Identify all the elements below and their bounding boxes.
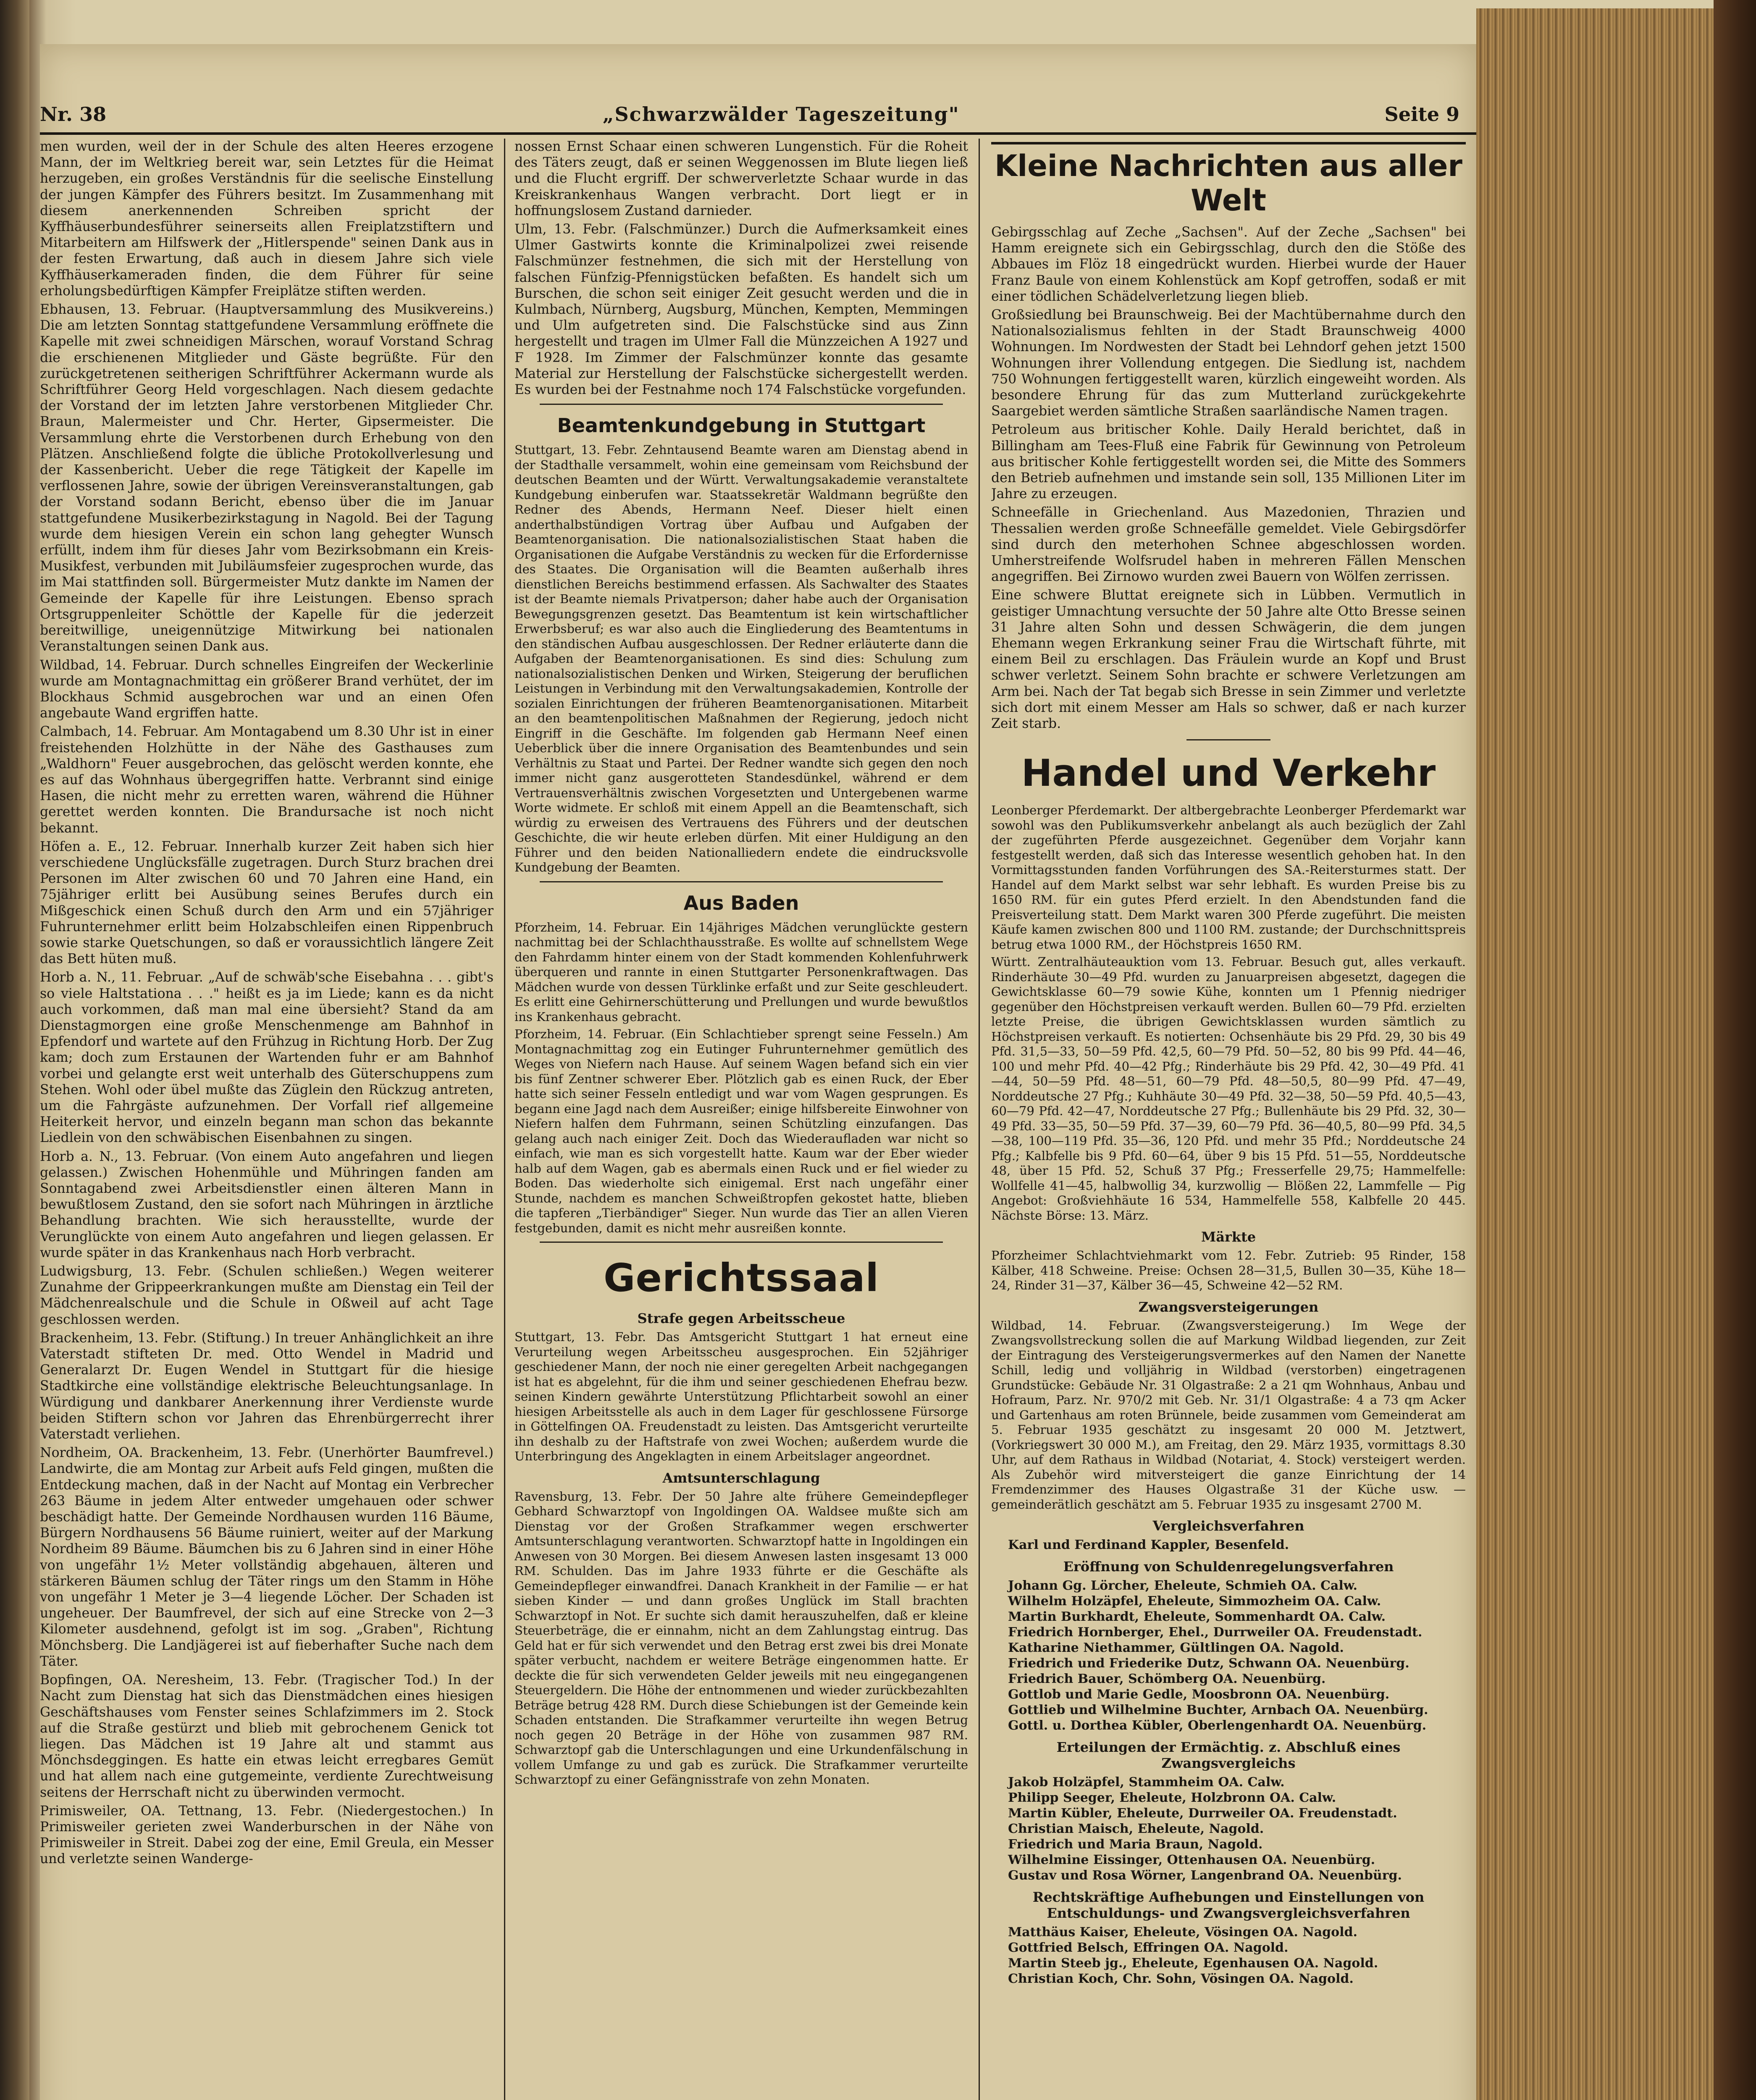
section-rule	[540, 1242, 943, 1243]
list-item: Gustav und Rosa Wörner, Langenbrand OA. Neuenbürg.	[1008, 1868, 1402, 1883]
subheading: Rechtskräftige Aufhebungen und Einstellungen von Entschuldungs- und Zwangsvergleichsverfahren	[1032, 1889, 1425, 1922]
list-item: Gottlob und Marie Gedle, Moosbronn OA. Neuenbürg.	[1008, 1687, 1390, 1702]
section-heading-gerichtssaal: Gerichtssaal	[603, 1255, 879, 1301]
list-item: Wilhelm Holzäpfel, Eheleute, Simmozheim OA. Calw.	[1008, 1594, 1381, 1609]
subheading: Vergleichsverfahren	[1152, 1518, 1305, 1534]
article-paragraph: Gebirgsschlag auf Zeche „Sachsen". Auf der Zeche „Sachsen" bei Hamm ereignete sich ein Gebirgsschlag, durch den die Stöße des Abbaues im Flöz 18 eingedrückt wurden. Hierbei wurde der Hauer Franz Baule von einem Kohlenstück am Kopf getroffen, sodaß er mit einer tödlichen Schädelverletzung liegen blieb.	[991, 225, 1466, 304]
article-paragraph: Brackenheim, 13. Febr. (Stiftung.) In treuer Anhänglichkeit an ihre Vaterstadt stifteten Dr. med. Otto Wendel in Madrid und Generalarzt Dr. Eugen Wendel in Stuttgart für die hiesige Stadtkirche eine vollständige elektrische Beleuchtungsanlage. In Würdigung und dankbarer Anerkennung ihrer Verdienste wurde beiden Stiftern schon vor Jahren das Ehrenbürgerrecht ihrer Vaterstadt verliehen.	[40, 1330, 493, 1442]
list-item: Wilhelmine Eissinger, Ottenhausen OA. Neuenbürg.	[1008, 1853, 1375, 1868]
list-item: Gottl. u. Dorthea Kübler, Oberlengenhardt OA. Neuenbürg.	[1008, 1718, 1427, 1733]
article-paragraph: nossen Ernst Schaar einen schweren Lungenstich. Für die Roheit des Täters zeugt, daß er seinen Weggenossen im Blute liegen ließ und die Flucht ergriff. Der schwerverletzte Schaar wurde in das Kreiskrankenhaus Wangen verbracht. Dort liegt er in hoffnungslosem Zustand darnieder.	[514, 139, 968, 218]
list-item: Martin Steeb jg., Eheleute, Egenhausen OA. Nagold.	[1008, 1956, 1378, 1971]
article-paragraph: Ulm, 13. Febr. (Falschmünzer.) Durch die Aufmerksamkeit eines Ulmer Gastwirts konnte die Kriminalpolizei zwei reisende Falschmünzer festnehmen, die sich mit der Herstellung von falschen Fünfzig-Pfennigstücken befaßten. Es handelt sich um Burschen, die schon seit einiger Zeit gesucht werden und die in Kulmbach, Nürnberg, Augsburg, München, Kempten, Memmingen und Ulm aufgetreten sind. Die Falschstücke sind aus Zinn hergestellt und tragen im Ulmer Fall die Münzzeichen A 1927 und F 1928. Im Zimmer der Falschmünzer konnte das gesamte Material zur Herstellung der Falschstücke sichergestellt werden. Es wurden bei der Festnahme noch 174 Falschstücke vorgefunden.	[514, 222, 968, 398]
subheading: Strafe gegen Arbeitsscheue	[637, 1310, 845, 1327]
article-paragraph: Calmbach, 14. Februar. Am Montagabend um 8.30 Uhr ist in einer freistehenden Holzhütte in der Nähe des Gasthauses zum „Waldhorn" Feuer ausgebrochen, das gelöscht werden konnte, ehe es auf das Wohnhaus übergegriffen hatte. Verbrannt sind einige Hasen, die nicht mehr zu erretten waren, während die Hühner gerettet werden konnten. Die Brandursache ist noch nicht bekannt.	[40, 724, 493, 836]
section-heading-aus-baden: Aus Baden	[683, 891, 799, 914]
column-divider	[504, 139, 505, 2100]
article-paragraph: Pforzheim, 14. Februar. (Ein Schlachtieber sprengt seine Fesseln.) Am Montagnachmittag zog ein Eutinger Fuhrunternehmer gemütlich des Weges von Niefern nach Hause. Auf seinem Wagen befand sich ein vier bis fünf Zentner schwerer Eber. Plötzlich gab es einen Ruck, der Eber hatte sich seiner Fesseln entledigt und war vom Wagen gesprungen. Es begann eine Jagd nach dem Ausreißer; einige hilfsbereite Einwohner von Niefern halfen dem Fuhrmann, seinen Schützling einzufangen. Das gelang auch nach einiger Zeit. Doch das Wiederaufladen war nicht so einfach, wie man es sich vorgestellt hatte. Kaum war der Eber wieder halb auf dem Wagen, gab es abermals einen Ruck und er fiel wieder zu Boden. Das wiederholte sich einigemal. Erst nach ungefähr einer Stunde, nachdem es manchen Schweißtropfen gekostet hatte, blieben die tapferen „Tierbändiger" Sieger. Nun wurde das Tier an allen Vieren festgebunden, damit es nicht mehr ausreißen konnte.	[514, 1027, 968, 1235]
newspaper-title: „Schwarzwälder Tageszeitung"	[603, 103, 960, 126]
section-rule	[540, 404, 943, 405]
article-paragraph: Wildbad, 14. Februar. (Zwangsversteigerung.) Im Wege der Zwangsvollstreckung sollen die auf Markung Wildbad liegenden, zur Zeit der Eintragung des Versteigerungsvermerkes auf den Namen der Nanette Schill, ledig und volljährig in Wildbad (verstorben) eingetragenen Grundstücke: Gebäude Nr. 31 Olgastraße: 2 a 21 qm Wohnhaus, Anbau und Hofraum, Parz. Nr. 970/2 mit Geb. Nr. 31/1 Olgastraße: 4 a 73 qm Acker und Gartenhaus am roten Brünnele, beide zusammen vom Gemeinderat am 5. Februar 1935 geschätzt zu insgesamt 20 000 M. Jetztwert, (Vorkriegswert 30 000 M.), am Freitag, den 29. März 1935, vormittags 8.30 Uhr, auf dem Rathaus in Wildbad (Notariat, 4. Stock) versteigert werden. Als Zubehör wird mitversteigert die ganze Einrichtung der 14 Fremdenzimmer des Hauses Olgastraße 31 der Küche usw. — gemeinderätlich geschätzt am 5. Februar 1935 zu insgesamt 2700 M.	[991, 1318, 1466, 1512]
name-list	[991, 1924, 1466, 1987]
article-paragraph: Großsiedlung bei Braunschweig. Bei der Machtübernahme durch den Nationalsozialismus fehlten in der Stadt Braunschweig 4000 Wohnungen. Im Nordwesten der Stadt bei Lehndorf gehen jetzt 1500 Wohnungen ihrer Vollendung entgegen. Die Siedlung ist, nachdem 750 Wohnungen fertiggestellt waren, kürzlich eingeweiht worden. Als besondere Ehrung für das zum Mutterland zurückgekehrte Saargebiet werden sämtliche Straßen saarländische Namen tragen.	[991, 307, 1466, 419]
list-item: Jakob Holzäpfel, Stammheim OA. Calw.	[1008, 1775, 1285, 1790]
list-item: Christian Koch, Chr. Sohn, Vösingen OA. Nagold.	[1008, 1971, 1354, 1987]
list-item: Friedrich und Maria Braun, Nagold.	[1008, 1837, 1263, 1852]
article-paragraph: Pforzheim, 14. Februar. Ein 14jähriges Mädchen verunglückte gestern nachmittag bei der Schlachthausstraße. Es wollte auf schnellstem Wege den Fahrdamm hinter einem von der Stadt kommenden Kohlenfuhrwerk überqueren und rannte in einen Stuttgarter Personenkraftwagen. Das Mädchen wurde von dessen Türklinke erfaßt und zur Seite geschleudert. Es erlitt eine Gehirnerschütterung und Prellungen und wurde bewußtlos ins Krankenhaus gebracht.	[514, 920, 968, 1024]
article-paragraph: Horb a. N., 13. Februar. (Von einem Auto angefahren und liegen gelassen.) Zwischen Hohenmühle und Mühringen fanden am Sonntagabend zwei Arbeitsdienstler einen älteren Mann in bewußtlosem Zustand, den sie sofort nach Mühringen in ärztliche Behandlung brachten. Wie sich herausstellte, wurde der Verunglückte von einem Auto angefahren und liegen gelassen. Er wurde später in das Krankenhaus nach Horb verbracht.	[40, 1149, 493, 1260]
article-paragraph: Stuttgart, 13. Febr. Das Amtsgericht Stuttgart 1 hat erneut eine Verurteilung wegen Arbeitsscheu ausgesprochen. Ein 52jähriger geschiedener Mann, der noch nie einer geregelten Arbeit nachgegangen ist hat es abgelehnt, für die ihm und seiner geschiedenen Ehefrau bezw. seinen Kindern gewährte Unterstützung Pflichtarbeit sowohl an einer hiesigen Arbeitsstelle als auch in dem Lager für geschlossene Fürsorge in Göttelfingen OA. Freudenstadt zu leisten. Das Amtsgericht verurteilte ihn deshalb zu der Haftstrafe von zwei Wochen; außerdem wurde die Unterbringung des Angeklagten in einem Arbeitslager angeordnet.	[514, 1330, 968, 1464]
book-gutter	[0, 0, 29, 2100]
page-number: Seite 9	[1384, 103, 1459, 126]
list-item: Philipp Seeger, Eheleute, Holzbronn OA. Calw.	[1008, 1790, 1336, 1806]
subheading: Eröffnung von Schuldenregelungsverfahren	[1063, 1559, 1394, 1575]
column-divider	[979, 139, 980, 2100]
article-paragraph: Eine schwere Bluttat ereignete sich in Lübben. Vermutlich in geistiger Umnachtung versuchte der 50 Jahre alte Otto Bresse seinen 31 Jahre alten Sohn und dessen Schwägerin, die dem jungen Ehemann wegen Erkrankung seiner Frau die Wirtschaft führte, mit einem Beil zu erschlagen. Das Fräulein wurde an Kopf und Brust schwer verletzt. Seinem Sohn brachte er schwere Verletzungen am Arm bei. Nach der Tat begab sich Bresse in sein Zimmer und verletzte sich dort mit einem Messer am Hals so schwer, daß er nach kurzer Zeit starb.	[991, 588, 1466, 732]
article-paragraph: Württ. Zentralhäuteauktion vom 13. Februar. Besuch gut, alles verkauft. Rinderhäute 30—49 Pfd. wurden zu Januarpreisen abgesetzt, dagegen die Gewichtsklasse 60—79 sowie Kühe, konnten um 1 Pfennig niedriger gegenüber den Höchstpreisen verkauft werden. Bullen 60—79 Pfd. erzielten letzte Preise, die übrigen Gewichtsklassen wurden sämtlich zu Höchstpreisen verkauft. Es notierten: Ochsenhäute bis 29 Pfd. 29, 30 bis 49 Pfd. 31,5—33, 50—59 Pfd. 42,5, 60—79 Pfd. 50—52, 80 bis 99 Pfd. 44—46, 100 und mehr Pfd. 40—42 Pfg.; Rinderhäute bis 29 Pfd. 42, 30—49 Pfd. 41—44, 50—59 Pfd. 48—51, 60—79 Pfd. 48—50,5, 80—99 Pfd. 47—49, Norddeutsche 27 Pfg.; Kuhhäute 30—49 Pfd. 32—38, 50—59 Pfd. 40,5—43, 60—79 Pfd. 42—47, Norddeutsche 27 Pfg.; Bullenhäute bis 29 Pfd. 32, 30—49 Pfd. 33—35, 50—59 Pfd. 37—39, 60—79 Pfd. 36—40,5, 80—99 Pfd. 34,5—38, 100—119 Pfd. 35—36, 120 Pfd. und mehr 35 Pfd.; Norddeutsche 24 Pfg.; Kalbfelle bis 9 Pfd. 60—64, über 9 bis 15 Pfd. 51—55, Norddeutsche 48, über 15 Pfd. 52, Schuß 37 Pfg.; Fresserfelle 29,75; Hammelfelle: Wollfelle 41—45, halbwollig 34, kurzwollig — Blößen 22, Lammfelle — Pig Angebot: Großviehhäute 16 534, Hammelfelle 558, Kalbfelle 20 445. Nächste Börse: 13. März.	[991, 955, 1466, 1223]
column-2	[514, 139, 968, 2100]
article-paragraph: Ebhausen, 13. Februar. (Hauptversammlung des Musikvereins.) Die am letzten Sonntag stattgefundene Versammlung eröffnete die Kapelle mit zwei schneidigen Märschen, worauf Vorstand Schrag die erschienenen Mitglieder und Gäste begrüßte. Für den zurückgetretenen seitherigen Schriftführer Ackermann wurde als Schriftführer Georg Held vorgeschlagen. Nach diesem gedachte der Vorstand der im letzten Jahre verstorbenen Mitglieder Chr. Braun, Malermeister und Chr. Herter, Gipsermeister. Die Versammlung ehrte die Verstorbenen durch Erhebung von den Plätzen. Anschließend folgte die übliche Protokollverlesung und der Kassenbericht. Ueber die rege Tätigkeit der Kapelle im verflossenen Jahre, sowie der übrigen Vereinsveranstaltungen, gab der Vorstand sodann Bericht, ebenso über die im Januar stattgefundene Musikerbezirkstagung in Nagold. Bei der Tagung wurde dem hiesigen Verein ein schon lang gehegter Wunsch erfüllt, indem ihm für dieses Jahr vom Bezirksobmann ein Kreis-Musikfest, verbunden mit Jubiläumsfeier zugesprochen wurde, das im Mai stattfinden soll. Bürgermeister Mutz dankte im Namen der Gemeinde der Kapelle für ihre Leistungen. Ebenso sprach Ortsgruppenleiter Schöttle der Kapelle für die jederzeit bereitwillige, uneigennützige Mitwirkung bei nationalen Veranstaltungen seinen Dank aus.	[40, 302, 493, 654]
article-paragraph: Ravensburg, 13. Febr. Der 50 Jahre alte frühere Gemeindepfleger Gebhard Schwarztopf von Ingoldingen OA. Waldsee mußte sich am Dienstag vor der Großen Strafkammer wegen erschwerter Amtsunterschlagung verantworten. Schwarztopf hatte in Ingoldingen ein Anwesen von 30 Morgen. Bei diesem Anwesen lasten insgesamt 13 000 RM. Schulden. Das im Jahre 1933 führte er die Geschäfte als Gemeindepfleger einwandfrei. Danach Krankheit in der Familie — er hat sieben Kinder — und dann großes Unglück im Stall brachten Schwarztopf in Not. Er suchte sich damit herauszuhelfen, daß er kleine Steuerbeträge, die er einnahm, nicht an dem Zahlungstag eintrug. Das Geld hat er für sich verwendet und den Betrag erst zwei bis drei Monate später verbucht, nachdem er weitere Beträge eingenommen hatte. Er deckte die für sich verwendeten Gelder jeweils mit neu eingegangenen Steuergeldern. Die Höhe der entnommenen und wieder zurückbezahlten Beträge betrug 428 RM. Durch diese Schiebungen ist der Gemeinde kein Schaden entstanden. Die Strafkammer verurteilte ihn wegen Betrug noch gegen 20 Beträge in der Höhe von zusammen 987 RM. Schwarztopf gab die Unterschlagungen und eine Urkundenfälschung in vollem Umfange zu und gab es zurück. Die Strafkammer verurteilte Schwarztopf zu einer Gefängnisstrafe von zehn Monaten.	[514, 1489, 968, 1787]
list-item: Matthäus Kaiser, Eheleute, Vösingen OA. Nagold.	[1008, 1925, 1357, 1940]
section-heading-beamtenkundgebung: Beamtenkundgebung in Stuttgart	[557, 414, 926, 437]
list-item: Friedrich und Friederike Dutz, Schwann OA. Neuenbürg.	[1008, 1656, 1410, 1671]
list-item: Katharine Niethammer, Gültlingen OA. Nagold.	[1008, 1641, 1344, 1656]
article-paragraph: Primisweiler, OA. Tettnang, 13. Febr. (Niedergestochen.) In Primisweiler gerieten zwei Wanderburschen in der Nähe von Primisweiler in Streit. Dabei zog der eine, Emil Greula, ein Messer und verletzte seinen Wanderge-	[40, 1803, 493, 1867]
article-paragraph: Horb a. N., 11. Februar. „Auf de schwäb'sche Eisebahna . . . gibt's so viele Haltstationa . . ." heißt es ja im Liede; kann es da nicht auch vorkommen, daß man mal eine übersieht? Stand da am Dienstagmorgen eine große Menschenmenge am Bahnhof in Epfendorf und wartete auf den Frühzug in Richtung Horb. Der Zug kam; doch zum Erstaunen der Wartenden fuhr er am Bahnhof vorbei und gelangte erst weit unterhalb des Güterschuppens zum Stehen. Wohl oder übel mußte das Züglein den Rückzug antreten, um die Fahrgäste aufzunehmen. Der Vorfall rief allgemeine Heiterkeit hervor, und einzeln begann man schon das bekannte Liedlein von den schwäbischen Eisenbahnen zu singen.	[40, 970, 493, 1146]
issue-number: Nr. 38	[40, 103, 107, 126]
article-paragraph: Ludwigsburg, 13. Febr. (Schulen schließen.) Wegen weiterer Zunahme der Grippeerkrankungen mußte am Dienstag ein Teil der Mädchenrealschule und die Schule in Oßweil auf acht Tage geschlossen werden.	[40, 1264, 493, 1327]
column-1	[40, 139, 493, 2100]
newspaper-page	[40, 44, 1476, 2100]
article-paragraph: Petroleum aus britischer Kohle. Daily Herald berichtet, daß in Billingham am Tees-Fluß eine Fabrik für Gewinnung von Petroleum aus britischer Kohle fertiggestellt worden sei, die Mitte des Sommers den Betrieb aufnehmen und imstande sein soll, 135 Millionen Liter im Jahre zu erzeugen.	[991, 422, 1466, 502]
article-paragraph: men wurden, weil der in der Schule des alten Heeres erzogene Mann, der im Weltkrieg bereit war, sein Letztes für die Heimat herzugeben, ein großes Verständnis für die seelische Einstellung der jungen Kämpfer des Führers besitzt. Im Zusammenhang mit diesem anerkennenden Schreiben spricht der Kyffhäuserbundesführer seinerseits allen Freiplatzstiftern und Mitarbeitern am Hilfswerk der „Hitlerspende" seinen Dank aus in der festen Erwartung, daß auch in diesem Jahre sich viele Kyffhäuserkameraden finden, die dem Führer für seine erholungsbedürftigen Kämpfer Freiplätze stiften werden.	[40, 139, 493, 299]
article-paragraph: Höfen a. E., 12. Februar. Innerhalb kurzer Zeit haben sich hier verschiedene Unglücksfälle zugetragen. Durch Sturz brachen drei Personen im Alter zwischen 60 und 70 Jahren eine Hand, ein 75jähriger erlitt bei Ausübung seines Berufes durch ein Mißgeschick einen Schuß durch den Arm und ein 57jähriger Fuhrunternehmer erlitt beim Holzabschleifen einen Rippenbruch sowie starke Quetschungen, so daß er voraussichtlich längere Zeit das Bett hüten muß.	[40, 839, 493, 967]
article-paragraph: Nordheim, OA. Brackenheim, 13. Febr. (Unerhörter Baumfrevel.) Landwirte, die am Montag zur Arbeit aufs Feld gingen, mußten die Entdeckung machen, daß in der Nacht auf Montag ein Verbrecher 263 Bäume in jedem Alter entweder umgehauen oder schwer beschädigt hatte. Der Gemeinde Nordhausen wurden 116 Bäume, Bürgern Nordhausens 56 Bäume ruiniert, weiter auf der Markung Nordheim 89 Bäume. Bäumchen bis zu 6 Jahren sind in einer Höhe von ungefähr 1½ Meter vollständig abgehauen, älteren und stärkeren Bäumen schlug der Täter rings um den Stamm in Höhe von ungefähr 1 Meter je 3—4 liegende Löcher. Der Schaden ist ungeheuer. Der Baumfrevel, der sich auf eine Strecke von 2—3 Kilometer ausdehnend, gefolgt ist im sog. „Graben", Richtung Mönchsberg. Die Landjägerei ist auf fieberhafter Suche nach dem Täter.	[40, 1445, 493, 1669]
list-item: Karl und Ferdinand Kappler, Besenfeld.	[1008, 1538, 1289, 1553]
page-header	[40, 103, 1476, 136]
article-paragraph: Pforzheimer Schlachtviehmarkt vom 12. Febr. Zutrieb: 95 Rinder, 158 Kälber, 418 Schweine. Preise: Ochsen 28—31,5, Bullen 30—35, Kühe 18—24, Rinder 31—37, Kälber 36—45, Schweine 42—52 RM.	[991, 1248, 1466, 1293]
list-item: Gottlieb und Wilhelmine Buchter, Arnbach OA. Neuenbürg.	[1008, 1703, 1428, 1718]
article-paragraph: Wildbad, 14. Februar. Durch schnelles Eingreifen der Weckerlinie wurde am Montagnachmittag ein größerer Brand verhütet, der im Blockhaus Schmid ausgebrochen war und an einen Ofen angebaute Wand ergriffen hatte.	[40, 657, 493, 721]
list-item: Martin Burkhardt, Eheleute, Sommenhardt OA. Calw.	[1008, 1609, 1386, 1625]
list-item: Christian Maisch, Eheleute, Nagold.	[1008, 1822, 1264, 1837]
list-item: Friedrich Bauer, Schömberg OA. Neuenbürg.	[1008, 1672, 1326, 1687]
subheading: Märkte	[1201, 1229, 1256, 1245]
subheading: Amtsunterschlagung	[662, 1470, 820, 1486]
section-heading-handel-und-verkehr: Handel und Verkehr	[1021, 751, 1436, 795]
book-cover	[1714, 0, 1756, 2100]
subheading: Zwangsversteigerungen	[1138, 1299, 1319, 1315]
column-3	[991, 139, 1466, 2100]
section-end-rule	[1186, 739, 1270, 740]
article-paragraph: Bopfingen, OA. Neresheim, 13. Febr. (Tragischer Tod.) In der Nacht zum Dienstag hat sich das Dienstmädchen eines hiesigen Geschäftshauses vom Fenster seines Schlafzimmers im 2. Stock auf die Straße gestürzt und blieb mit gebrochenem Genick tot liegen. Das Mädchen ist 19 Jahre alt und stammt aus Mönchsdeggingen. Es hatte ein etwas leicht erregbares Gemüt und hat allem nach eine gutgemeinte, verdiente Zurechtweisung seitens der Herrschaft nicht zu überwinden vermocht.	[40, 1672, 493, 1800]
list-item: Gottfried Belsch, Effringen OA. Nagold.	[1008, 1940, 1289, 1956]
subheading: Erteilungen der Ermächtig. z. Abschluß eines Zwangsvergleichs	[1056, 1739, 1401, 1772]
list-item: Martin Kübler, Eheleute, Durrweiler OA. Freudenstadt.	[1008, 1806, 1397, 1821]
header-rule	[40, 132, 1476, 135]
name-list	[991, 1578, 1466, 1733]
name-list	[991, 1774, 1466, 1883]
section-heading-kleine-nachrichten: Kleine Nachrichten aus aller Welt	[991, 142, 1466, 218]
list-item: Johann Gg. Lörcher, Eheleute, Schmieh OA. Calw.	[1008, 1578, 1357, 1593]
article-paragraph: Schneefälle in Griechenland. Aus Mazedonien, Thrazien und Thessalien werden große Schneefälle gemeldet. Viele Gebirgsdörfer sind durch den meterhohen Schnee abgeschlossen worden. Umherstreifende Wolfsrudel haben in mehreren Fällen Menschen angegriffen. Bei Zirnowo wurden zwei Bauern von Wölfen zerrissen.	[991, 505, 1466, 585]
list-item: Friedrich Hornberger, Ehel., Durrweiler OA. Freudenstadt.	[1008, 1625, 1423, 1640]
article-paragraph: Leonberger Pferdemarkt. Der altbergebrachte Leonberger Pferdemarkt war sowohl was den Publikumsverkehr anbelangt als auch bezüglich der Zahl der zugeführten Pferde ausgezeichnet. Gegenüber dem Vorjahr kann festgestellt werden, daß sich das Interesse wesentlich gehoben hat. In den Vormittagsstunden fanden Vorführungen des SA.-Reitersturmes statt. Der Handel auf dem Markt selbst war sehr lebhaft. Es wurden Preise bis zu 1650 RM. für ein gutes Pferd erzielt. In den Abendstunden fand die Preisverteilung statt. Dem Markt waren 300 Pferde zugeführt. Die meisten Käufe kamen zwischen 800 und 1100 RM. zustande; der Durchschnittspreis betrug etwa 1000 RM., der Höchstpreis 1650 RM.	[991, 803, 1466, 952]
article-paragraph: Stuttgart, 13. Febr. Zehntausend Beamte waren am Dienstag abend in der Stadthalle versammelt, wohin eine gemeinsam vom Reichsbund der deutschen Beamten und der Württ. Verwaltungsakademie veranstaltete Kundgebung einberufen war. Staatssekretär Waldmann begrüßte den Redner des Abends, Hermann Neef. Dieser hielt einen anderthalbstündigen Vortrag über Aufbau und Aufgaben der Beamtenorganisation. Die nationalsozialistischen Staat haben die Organisationen die Aufgabe Verständnis zu wecken für die Erfordernisse des Staates. Die Organisation will die Beamten außerhalb ihres dienstlichen Bereichs bestimmend erfassen. Als Sachwalter des Staates ist der Beamte niemals Privatperson; daher habe auch der Organisation Bewegungsgrenzen gesetzt. Das Beamtentum ist kein wirtschaftlicher Erwerbsberuf; es war also auch die Eingliederung des Beamtentums in den ständischen Aufbau ausgeschlossen. Der Redner erläuterte dann die Aufgaben der Beamtenorganisationen. Es sind dies: Schulung zum nationalsozialistischen Denken und Wirken, Steigerung der beruflichen Leistungen in Verbindung mit den Verwaltungsakademien, Kontrolle der sozialen Einrichtungen der früheren Beamtenorganisationen. Mitarbeit an den beamtenpolitischen Maßnahmen der Regierung, jedoch nicht Eingriff in die Geschäfte. Im folgenden gab Hermann Neef einen Ueberblick über die innere Organisation des Beamtenbundes und sein Verhältnis zu Staat und Partei. Der Redner wandte sich gegen den noch immer nicht ganz ausgerotteten Standesdünkel, während er dem Vertrauensverhältnis zwischen Vorgesetzten und Untergebenen warme Worte widmete. Er schloß mit einem Appell an die Beamtenschaft, sich würdig zu erweisen des Vertrauens des Führers und der deutschen Geschichte, die wir heute erleben dürfen. Mit einer Huldigung an den Führer und den beiden Nationalliedern endete die eindrucksvolle Kundgebung der Beamten.	[514, 443, 968, 875]
section-rule	[540, 881, 943, 882]
